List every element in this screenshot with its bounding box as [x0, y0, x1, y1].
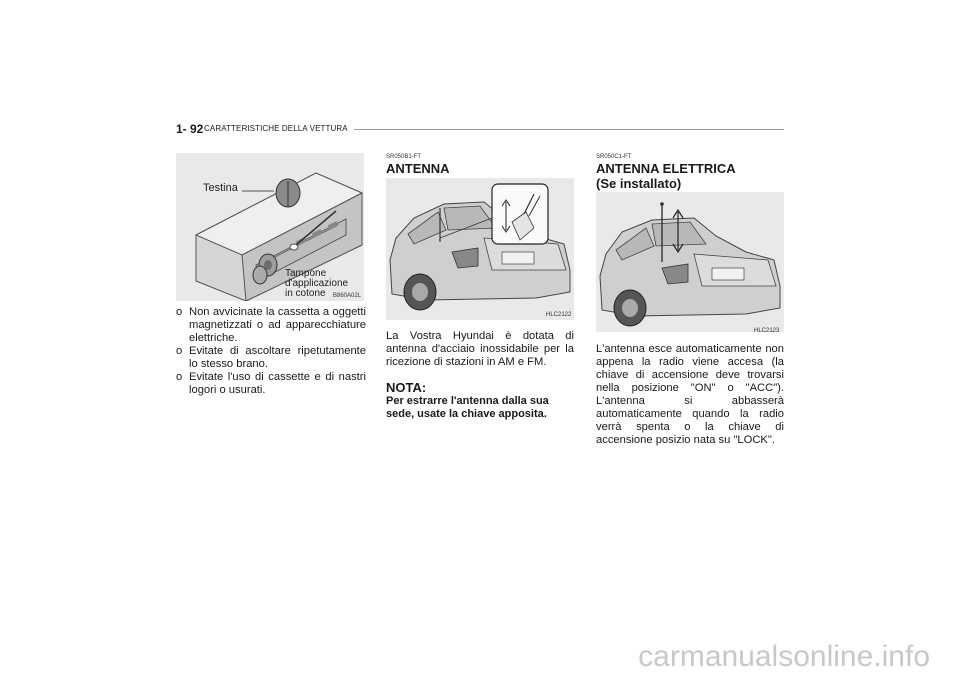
figure-code-power-antenna: HLC2123	[754, 328, 780, 334]
power-antenna-car-illustration	[596, 192, 784, 332]
list-item: o Evitate di ascoltare ripetutamente lo stesso brano.	[176, 345, 366, 370]
label-cotton-pad-line1: Tampone	[285, 268, 327, 279]
cassette-care-list	[176, 306, 366, 397]
section-code-antenna: SR050B1-FT	[386, 154, 422, 160]
heading-antenna: ANTENNA	[386, 161, 450, 176]
label-cotton-pad-line3: in cotone	[285, 288, 326, 299]
header-divider	[354, 129, 784, 130]
section-title: CARATTERISTICHE DELLA VETTURA	[204, 124, 348, 133]
antenna-car-illustration	[386, 178, 574, 320]
label-head: Testina	[203, 182, 238, 194]
list-item: o Evitate l'uso di cassette e di nastri logori o usurati.	[176, 371, 366, 396]
power-antenna-description: L'antenna esce automaticamente non appena la radio viene accesa (la chiave di accensione deve trovarsi nella posizione "ON" o "ACC"). L'antenna si abbasserà automaticamente quando la radio verrà spenta o la chiave di accensione posizio nata su "LOCK".	[596, 343, 784, 446]
watermark: carmanualsonline.info	[638, 640, 930, 673]
note-text: Per estrarre l'antenna dalla sua sede, usate la chiave apposita.	[386, 395, 549, 420]
list-item: o Non avvicinate la cassetta a oggetti magnetizzati o ad apparecchiature elettriche.	[176, 306, 366, 344]
note-title: NOTA:	[386, 380, 427, 395]
figure-code-antenna: HLC2122	[546, 312, 572, 318]
figure-code-cassette: B860A02L	[333, 293, 362, 299]
section-code-power-antenna: SR050C1-FT	[596, 154, 632, 160]
label-cotton-pad-line2: d'applicazione	[285, 278, 349, 289]
antenna-description: La Vostra Hyundai è dotata di antenna d'acciaio inossidabile per la ricezione di stazioni in AM e FM.	[386, 330, 574, 368]
heading-power-antenna-line2: (Se installato)	[596, 176, 682, 191]
heading-power-antenna-line1: ANTENNA ELETTRICA	[596, 161, 736, 176]
page-number: 1- 92	[176, 122, 204, 136]
